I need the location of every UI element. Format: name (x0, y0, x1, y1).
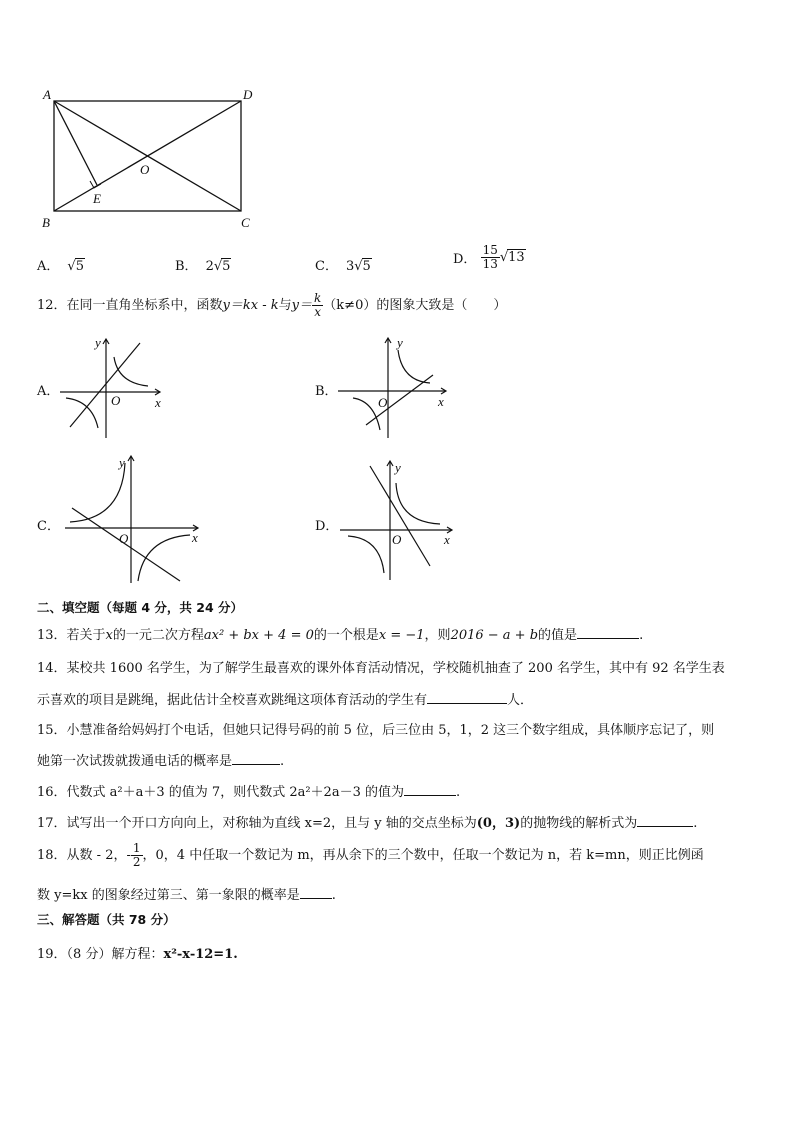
graph-a (60, 335, 170, 440)
origin-label: O (111, 393, 121, 408)
question-13: 13．若关于x的一元二次方程ax² + bx + 4 = 0的一个根是x = −1，则2016 − a + b的值是 . (37, 628, 644, 643)
origin-label: O (392, 532, 402, 547)
y-axis-label: y (95, 335, 101, 350)
label-o: O (140, 162, 150, 177)
sqrt-5: 5 (75, 259, 84, 274)
q12-stem: 12．在同一直角坐标系中，函数y＝kx - k与y＝ $\frac{k}{x}$ （k≠0）的图象大致是（ ） (37, 291, 507, 319)
rectangle-figure (35, 84, 265, 234)
x-axis-label: x (155, 395, 161, 410)
q11-option-a: A． √5 (37, 259, 84, 274)
answer-blank[interactable] (300, 886, 332, 899)
answer-blank[interactable] (637, 814, 693, 827)
graph-c (60, 453, 205, 588)
question-14-line2: 示喜欢的项目是跳绳，据此估计全校喜欢跳绳这项体育活动的学生有 人． (37, 693, 534, 708)
q12-letter-b: B． (315, 384, 338, 399)
section-3-heading: 三、解答题（共 78 分） (37, 912, 176, 927)
y-axis-label: y (395, 460, 401, 475)
origin-label: O (119, 531, 129, 546)
question-15-line2: 她第一次试拨就拨通电话的概率是 . (37, 754, 285, 769)
fraction: $\frac{15}{13}$ (482, 243, 498, 271)
graph-d (340, 458, 460, 583)
question-15-line1: 15．小慧准备给妈妈打个电话，但她只记得号码的前 5 位，后三位由 5，1，2 这三个数字组成，具体顺序忘记了，则 (37, 723, 715, 738)
x-axis-label: x (192, 530, 198, 545)
label-d: D (243, 87, 253, 102)
question-16: 16．代数式 a²＋a＋3 的值为 7，则代数式 2a²＋2a－3 的值为 . (37, 785, 461, 800)
section-2-heading: 二、填空题（每题 4 分，共 24 分） (37, 600, 244, 615)
label-e: E (93, 191, 101, 206)
q12-letter-d: D． (315, 519, 339, 534)
x-axis-label: x (444, 532, 450, 547)
label-a: A (43, 87, 51, 102)
answer-blank[interactable] (404, 783, 456, 796)
q11-option-d: D． $\frac{15}{13}$ √13 (453, 243, 525, 271)
q12-letter-a: A． (37, 384, 60, 399)
q11-option-b: B． 2√5 (175, 259, 231, 274)
label-b: B (42, 215, 50, 230)
q11-option-c: C． 3√5 (315, 259, 371, 274)
y-axis-label: y (119, 455, 125, 470)
question-18-line2: 数 y=kx 的图象经过第三、第一象限的概率是 . (37, 888, 336, 903)
answer-blank[interactable] (577, 626, 639, 639)
y-axis-label: y (397, 335, 403, 350)
question-18-line1: 18．从数 - 2，- $\frac{1}{2}$ ，0，4 中任取一个数记为 m，再从余下的三个数中，任取一个数记为 n，若 k=mn，则正比例函 (37, 841, 704, 869)
answer-blank[interactable] (427, 691, 507, 704)
origin-label: O (378, 395, 388, 410)
q12-letter-c: C． (37, 519, 60, 534)
answer-blank[interactable] (232, 752, 280, 765)
label-c: C (241, 215, 250, 230)
graph-b (338, 335, 453, 440)
question-17: 17．试写出一个开口方向向上，对称轴为直线 x=2，且与 y 轴的交点坐标为(0，3)的抛物线的解析式为 . (37, 816, 698, 831)
x-axis-label: x (438, 394, 444, 409)
question-14-line1: 14．某校共 1600 名学生，为了解学生最喜欢的课外体育活动情况，学校随机抽查了 200 名学生，其中有 92 名学生表 (37, 661, 725, 676)
question-19: 19．（8 分）解方程：x²-x-12=1. (37, 947, 238, 962)
